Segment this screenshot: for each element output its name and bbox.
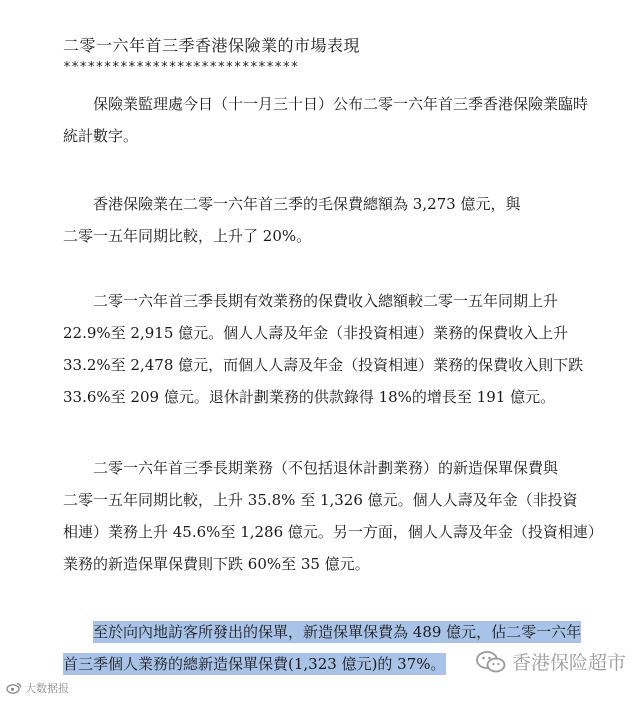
paragraph-gross-premium bbox=[63, 188, 583, 252]
watermark-text: 香港保险超市 bbox=[511, 652, 626, 674]
title-separator: ***************************** bbox=[63, 60, 299, 75]
paragraph-line: 相連）業務上升 45.6%至 1,286 億元。另一方面，個人人壽及年金（投資相連） bbox=[63, 523, 603, 541]
paragraph-line: 二零一六年首三季長期業務（不包括退休計劃業務）的新造保單保費與 bbox=[93, 459, 559, 477]
paragraph-line: 業務的新造保單保費則下跌 60%至 35 億元。 bbox=[63, 555, 370, 573]
highlighted-text: 首三季個人業務的總新造保單保費(1,323 億元)的 37%。 bbox=[63, 655, 446, 673]
paragraph-line: 二零一五年同期比較，上升了 20%。 bbox=[63, 227, 312, 245]
paragraph-new-business bbox=[63, 452, 603, 580]
corner-watermark-text: 大数据报 bbox=[25, 682, 69, 695]
paragraph-line: 33.2%至 2,478 億元，而個人人壽及年金（投資相連）業務的保費收入則下跌 bbox=[63, 356, 584, 374]
paragraph-line: 香港保險業在二零一六年首三季的毛保費總額為 3,273 億元，與 bbox=[93, 195, 521, 213]
document-title: 二零一六年首三季香港保險業的市場表現 bbox=[63, 36, 361, 55]
paragraph-line: 二零一六年首三季長期有效業務的保費收入總額較二零一五年同期上升 bbox=[93, 292, 559, 310]
watermark bbox=[476, 648, 626, 675]
paragraph-line: 22.9%至 2,915 億元。個人人壽及年金（非投資相連）業務的保費收入上升 bbox=[63, 324, 569, 342]
highlighted-text: 至於向內地訪客所發出的保單，新造保單保費為 489 億元，佔二零一六年 bbox=[93, 623, 582, 641]
paragraph-long-term-in-force bbox=[63, 285, 583, 413]
paragraph-line: 33.6%至 209 億元。退休計劃業務的供款錄得 18%的增長至 191 億元。 bbox=[63, 388, 556, 406]
paragraph-intro bbox=[63, 88, 589, 152]
weibo-icon bbox=[6, 682, 22, 694]
paragraph-line: 統計數字。 bbox=[63, 127, 139, 145]
paragraph-line: 保險業監理處今日（十一月三十日）公布二零一六年首三季香港保險業臨時 bbox=[93, 95, 589, 113]
wechat-icon bbox=[476, 650, 506, 674]
corner-watermark bbox=[6, 680, 69, 696]
paragraph-line: 二零一五年同期比較，上升 35.8% 至 1,326 億元。個人人壽及年金（非投資 bbox=[63, 491, 578, 509]
